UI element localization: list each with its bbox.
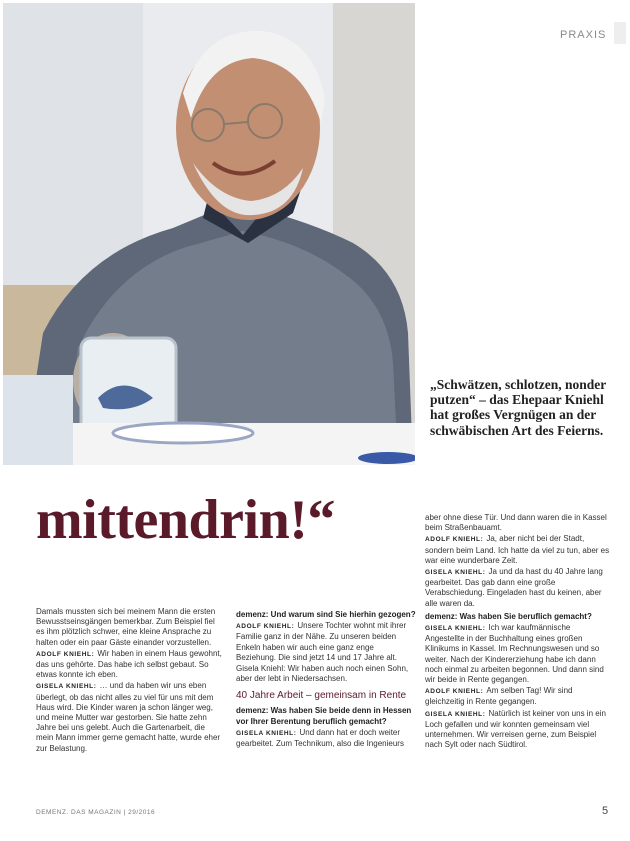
paragraph-text: Natürlich ist keiner von uns in ein Loch gefallen und wir konnten gemeinsam viel unternehmen. Wir verreisen gerne, zum Beispiel nach Sylt oder nach Südtirol.	[425, 708, 606, 750]
speaker-label: GISELA KNIEHL:	[425, 569, 486, 577]
paragraph-text: Ja, aber nicht bei der Stadt, sondern beim Land. Ich hatte da viel zu tun, aber es war eine wunderbare Zeit.	[425, 534, 610, 565]
section-label: PRAXIS	[560, 29, 607, 41]
paragraph-text: Ich war kaufmännische Angestellte in der Buchhaltung eines großen Klinikums in Kassel. Im Rechnungswesen und so weiter. Nach der Kindererziehung habe ich dann noch einmal zu arbeiten begonnen. Und dann sind wir beide in Rente gegangen.	[425, 623, 604, 685]
paragraph: Gisela Kniehl: Wir haben auch noch einen Sohn, aber der lebt in Niedersachsen.	[236, 664, 409, 684]
interview-question: demenz: Was haben Sie beide denn in Hessen vor Ihrer Berentung beruflich gemacht?	[236, 706, 412, 726]
text-column-2	[236, 607, 416, 750]
speaker-label: ADOLF KNIEHL:	[36, 650, 95, 658]
portrait-photo	[3, 3, 415, 465]
interview-question: demenz: Und warum sind Sie hierhin gezogen?	[236, 610, 416, 619]
paragraph	[425, 567, 611, 609]
paragraph: Damals mussten sich bei meinem Mann die ersten Bewusstseinsgängen bemerkbar. Zum Beispiel fiel es ihm plötzlich schwer, eine kleine Ansprache zu halten oder ein paar Gäste einander vorzustellen.	[36, 607, 216, 647]
text-column-3	[425, 513, 611, 751]
article-headline: mittendrin!“	[36, 489, 335, 551]
speaker-label: GISELA KNIEHL:	[425, 625, 486, 633]
paragraph-text: Am selben Tag! Wir sind gleichzeitig in Rente gegangen.	[425, 686, 573, 707]
photo-caption: „Schwätzen, schlotzen, nonder putzen“ – das Ehepaar Kniehl hat großes Vergnügen an der schwäbischen Art des Feierns.	[430, 377, 607, 438]
speaker-label: ADOLF KNIEHL:	[236, 623, 295, 631]
paragraph	[36, 681, 222, 753]
speaker-label: GISELA KNIEHL:	[236, 729, 297, 737]
paragraph: aber ohne diese Tür. Und dann waren die in Kassel beim Straßenbauamt.	[425, 513, 607, 533]
page-tab-mark	[614, 22, 626, 44]
speaker-label: ADOLF KNIEHL:	[425, 536, 484, 544]
paragraph	[425, 534, 611, 566]
paragraph	[236, 621, 416, 663]
paragraph	[425, 686, 611, 707]
paragraph	[425, 709, 611, 751]
paragraph-text: … und da haben wir uns eben überlegt, ob das nicht alles zu viel für uns mit dem Haus wird. Die Kinder waren ja schon länger weg, und meine Mutter war gestorben. Sie hatte zehn Jahre bei uns gelebt. Auch die Gartenarbeit, die mein Mann immer gerne gemacht hatte, wurde eher zur Belastung.	[36, 681, 221, 753]
paragraph-text: Ja und da hast du 40 Jahre lang gearbeitet. Das gab dann eine große Verabschiedung. Eingeladen hast du keinen, aber alle waren da.	[425, 567, 603, 608]
paragraph	[425, 623, 611, 685]
paragraph	[36, 649, 222, 681]
magazine-footer: DEMENZ. DAS MAGAZIN | 29/2016	[36, 809, 156, 816]
subheading: 40 Jahre Arbeit – gemeinsam in Rente	[236, 690, 407, 702]
speaker-label: GISELA KNIEHL:	[36, 683, 97, 691]
paragraph-text: Unsere Tochter wohnt mit ihrer Familie ganz in der Nähe. Zu unseren beiden Enkeln haben wir auch eine ganz enge Beziehung. Die sind jetzt 14 und 17 Jahre alt.	[236, 621, 407, 662]
page-number: 5	[602, 805, 609, 817]
paragraph-text: Und dann hat er doch weiter gearbeitet. Zum Technikum, also die Ingenieurs	[236, 727, 404, 749]
interview-question: demenz: Was haben Sie beruflich gemacht?	[425, 611, 592, 621]
speaker-label: ADOLF KNIEHL:	[425, 688, 484, 696]
paragraph-text: Wir haben in einem Haus gewohnt, das uns gehörte. Das habe ich selbst gebaut. So etwas konnte ich eben.	[36, 648, 222, 680]
text-column-1	[36, 607, 222, 755]
speaker-label: GISELA KNIEHL:	[425, 710, 486, 718]
paragraph	[236, 728, 416, 749]
